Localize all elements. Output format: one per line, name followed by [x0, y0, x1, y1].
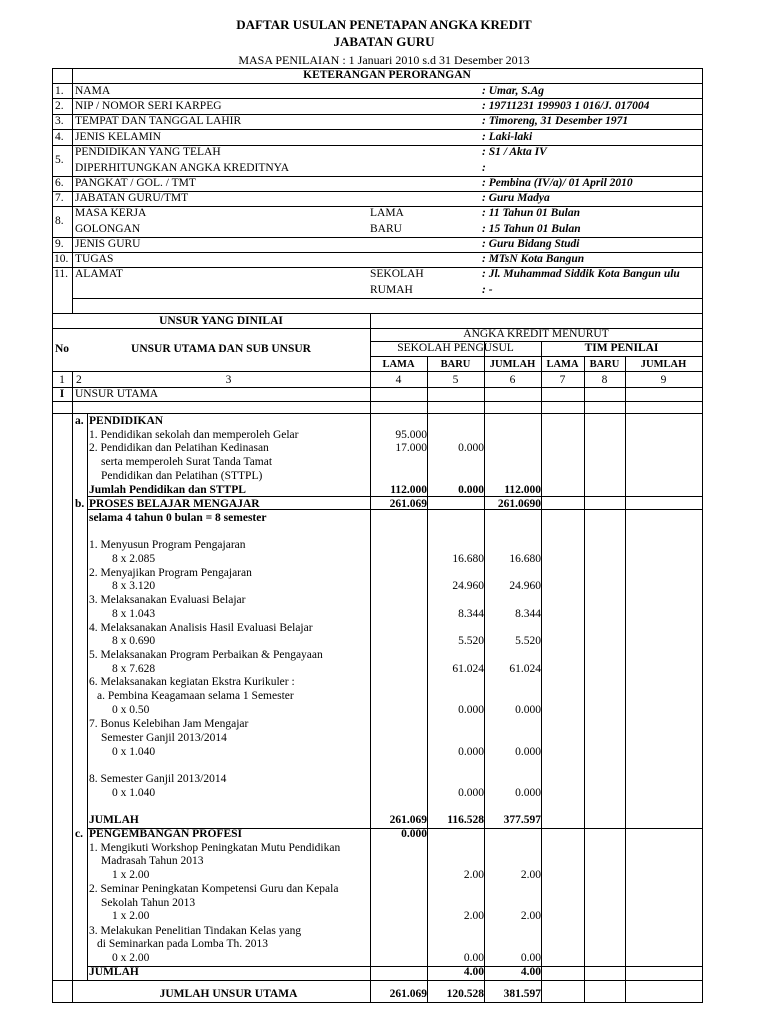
professional-item-1-sum: 2.00	[520, 869, 541, 881]
teaching-item-7a: Semester Ganjil 2013/2014	[101, 732, 227, 744]
row-9-number: 9.	[55, 238, 64, 250]
rank-label: PANGKAT / GOL. / TMT	[75, 177, 196, 189]
teaching-item-2-new: 24.960	[452, 580, 484, 592]
teaching-section-sum: 261.0690	[497, 498, 541, 510]
professional-item-3-formula: 0 x 2.00	[112, 952, 150, 964]
document-title: DAFTAR USULAN PENETAPAN ANGKA KREDIT	[236, 17, 532, 32]
professional-total-sum: 4.00	[520, 966, 541, 978]
tenure-old-value: : 11 Tahun 01 Bulan	[482, 207, 581, 219]
education-total-sum: 112.000	[504, 484, 541, 496]
education-value-2: :	[482, 162, 486, 174]
teaching-item-3: 3. Melaksanakan Evaluasi Belajar	[89, 594, 246, 606]
home-address-label: RUMAH	[370, 284, 413, 296]
professional-item-2: 2. Seminar Peningkatan Kompetensi Guru dan Kepala	[89, 883, 339, 895]
team-total-header: JUMLAH	[640, 359, 687, 370]
school-total-header: JUMLAH	[489, 359, 536, 370]
duty-label: TUGAS	[75, 253, 114, 265]
professional-item-2-formula: 1 x 2.00	[112, 910, 150, 922]
teaching-item-3-formula: 8 x 1.043	[112, 608, 156, 620]
teaching-total-old: 261.069	[389, 814, 427, 826]
row-3-number: 3.	[55, 115, 64, 127]
teaching-item-8: 8. Semester Ganjil 2013/2014	[89, 773, 227, 785]
professional-item-3: 3. Melakukan Penelitian Tindakan Kelas yang	[89, 925, 302, 937]
teaching-item-2: 2. Menyajikan Program Pengajaran	[89, 567, 252, 579]
school-address-label: SEKOLAH	[370, 268, 424, 280]
teaching-item-4-sum: 5.520	[515, 635, 541, 647]
education-label: PENDIDIKAN YANG TELAH	[75, 146, 221, 158]
school-new-header: BARU	[440, 359, 471, 370]
professional-item-2-sum: 2.00	[520, 910, 541, 922]
teaching-total-label: JUMLAH	[89, 814, 139, 826]
column-number-4: 4	[395, 374, 402, 386]
teaching-total-new: 116.528	[447, 814, 484, 826]
name-value: : Umar, S.Ag	[482, 85, 544, 97]
teacher-type-label: JENIS GURU	[75, 238, 141, 250]
school-address-value: : Jl. Muhammad Siddik Kota Bangun ulu	[482, 268, 680, 280]
education-section-title: PENDIDIKAN	[89, 415, 164, 427]
professional-item-3-new: 0.00	[463, 952, 484, 964]
teaching-item-4-new: 5.520	[458, 635, 484, 647]
row-6-number: 6.	[55, 177, 64, 189]
education-label-2: DIPERHITUNGKAN ANGKA KREDITNYA	[75, 162, 290, 174]
school-old-header: LAMA	[382, 359, 415, 370]
position-label: JABATAN GURU/TMT	[75, 192, 189, 204]
number-column-header: No	[54, 343, 70, 355]
professional-item-1-new: 2.00	[463, 869, 484, 881]
position-value: : Guru Madya	[482, 192, 550, 204]
column-number-1: 1	[59, 374, 65, 386]
professional-item-3-sum: 0.00	[520, 952, 541, 964]
tenure-new-label: BARU	[370, 223, 402, 235]
row-5-number: 5.	[55, 154, 64, 166]
document-subtitle: JABATAN GURU	[333, 34, 435, 49]
row-7-number: 7.	[55, 192, 64, 204]
professional-item-1: 1. Mengikuti Workshop Peningkatan Mutu Pendidikan	[89, 842, 341, 854]
personal-section-title: KETERANGAN PERORANGAN	[303, 69, 471, 81]
tenure-label-2: GOLONGAN	[75, 223, 141, 235]
column-number-8: 8	[601, 374, 608, 386]
education-item-1: 1. Pendidikan sekolah dan memperoleh Gelar	[89, 429, 299, 441]
teaching-item-1-formula: 8 x 2.085	[112, 553, 156, 565]
teaching-item-6-formula: 0 x 0.50	[112, 704, 150, 716]
teaching-item-7-formula: 0 x 1.040	[112, 746, 156, 758]
teaching-item-2-sum: 24.960	[509, 580, 541, 592]
assessed-elements-header: UNSUR YANG DINILAI	[159, 315, 283, 327]
column-number-3: 3	[225, 374, 232, 386]
gender-value: : Laki-laki	[482, 131, 533, 143]
name-label: NAMA	[75, 85, 111, 97]
teaching-item-7: 7. Bonus Kelebihan Jam Mengajar	[89, 718, 249, 730]
education-item-1-old: 95.000	[395, 429, 427, 441]
teaching-item-6a: a. Pembina Keagamaan selama 1 Semester	[97, 690, 294, 702]
education-item-2: 2. Pendidikan dan Pelatihan Kedinasan	[89, 442, 269, 454]
assessment-team-header: TIM PENILAI	[584, 342, 659, 354]
teaching-item-5-formula: 8 x 7.628	[112, 663, 156, 675]
teaching-item-8-formula: 0 x 1.040	[112, 787, 156, 799]
row-11-number: 11.	[54, 268, 68, 280]
column-number-6: 6	[509, 374, 516, 386]
teacher-type-value: : Guru Bidang Studi	[482, 238, 580, 250]
teaching-item-2-formula: 8 x 3.120	[112, 580, 156, 592]
assessment-period: MASA PENILAIAN : 1 Januari 2010 s.d 31 Desember 2013	[238, 53, 530, 67]
home-address-value: : -	[482, 284, 493, 296]
main-element-column-header: UNSUR UTAMA DAN SUB UNSUR	[131, 343, 311, 355]
credit-score-header: ANGKA KREDIT MENURUT	[463, 328, 609, 340]
teaching-item-8-sum: 0.000	[515, 787, 541, 799]
professional-item-2-line-2: Sekolah Tahun 2013	[101, 897, 196, 909]
team-old-header: LAMA	[546, 359, 579, 370]
tenure-label: MASA KERJA	[75, 207, 147, 219]
tenure-new-value: : 15 Tahun 01 Bulan	[482, 223, 581, 235]
teaching-item-6: 6. Melaksanakan kegiatan Ekstra Kurikuler :	[89, 676, 295, 688]
row-10-number: 10.	[54, 253, 69, 265]
teaching-item-4-formula: 8 x 0.690	[112, 635, 156, 647]
professional-item-2-new: 2.00	[463, 910, 484, 922]
teaching-item-3-sum: 8.344	[515, 608, 541, 620]
teaching-item-1-new: 16.680	[452, 553, 484, 565]
professional-total-new: 4.00	[463, 966, 484, 978]
duty-value: : MTsN Kota Bangun	[482, 253, 585, 265]
professional-item-1-formula: 1 x 2.00	[112, 869, 150, 881]
teaching-item-4: 4. Melaksanakan Analisis Hasil Evaluasi Belajar	[89, 622, 313, 634]
nip-value: : 19711231 199903 1 016/J. 017004	[482, 100, 650, 112]
education-item-2-old: 17.000	[395, 442, 427, 454]
teaching-item-5: 5. Melaksanakan Program Perbaikan & Pengayaan	[89, 649, 323, 661]
row-4-number: 4.	[55, 131, 64, 143]
main-element-total-new: 120.528	[446, 988, 484, 1000]
column-number-7: 7	[559, 374, 566, 386]
teaching-item-3-new: 8.344	[458, 608, 484, 620]
birth-label: TEMPAT DAN TANGGAL LAHIR	[75, 115, 242, 127]
row-8-number: 8.	[55, 215, 64, 227]
professional-total-label: JUMLAH	[89, 966, 139, 978]
tenure-old-label: LAMA	[370, 207, 404, 219]
professional-section-old: 0.000	[401, 828, 427, 840]
education-total-new: 0.000	[458, 484, 484, 496]
education-total-label: Jumlah Pendidikan dan STTPL	[89, 484, 246, 496]
professional-section-letter: c.	[75, 828, 83, 840]
birth-value: : Timoreng, 31 Desember 1971	[482, 115, 629, 127]
main-element-total-label: JUMLAH UNSUR UTAMA	[159, 988, 298, 1000]
teaching-item-5-sum: 61.024	[509, 663, 541, 675]
teaching-item-7-sum: 0.000	[515, 746, 541, 758]
main-element-title: UNSUR UTAMA	[75, 388, 159, 400]
teaching-section-old: 261.069	[389, 498, 427, 510]
main-element-total-sum: 381.597	[503, 988, 541, 1000]
proposing-school-header: SEKOLAH PENGUSUL	[397, 342, 514, 354]
teaching-item-8-new: 0.000	[458, 787, 484, 799]
education-total-old: 112.000	[390, 484, 427, 496]
education-section-letter: a.	[75, 415, 84, 427]
row-1-number: 1.	[55, 85, 64, 97]
teaching-item-1-sum: 16.680	[509, 553, 541, 565]
teaching-section-letter: b.	[75, 498, 85, 510]
education-item-2-line-2: serta memperoleh Surat Tanda Tamat	[101, 456, 273, 468]
teaching-section-title: PROSES BELAJAR MENGAJAR	[89, 498, 260, 510]
teaching-item-6-sum: 0.000	[515, 704, 541, 716]
teaching-item-5-new: 61.024	[452, 663, 484, 675]
section-i-number: I	[59, 388, 65, 400]
main-element-total-old: 261.069	[389, 988, 427, 1000]
teaching-item-7-new: 0.000	[458, 746, 484, 758]
row-2-number: 2.	[55, 100, 64, 112]
teaching-item-6-new: 0.000	[458, 704, 484, 716]
nip-label: NIP / NOMOR SERI KARPEG	[75, 100, 222, 112]
column-number-9: 9	[660, 374, 667, 386]
team-new-header: BARU	[589, 359, 620, 370]
address-label: ALAMAT	[75, 268, 123, 280]
teaching-period-note: selama 4 tahun 0 bulan = 8 semester	[89, 512, 267, 524]
professional-item-3-line-2: di Seminarkan pada Lomba Th. 2013	[97, 938, 268, 950]
education-value: : S1 / Akta IV	[482, 146, 547, 158]
gender-label: JENIS KELAMIN	[75, 131, 161, 143]
teaching-item-1: 1. Menyusun Program Pengajaran	[89, 539, 246, 551]
column-number-2: 2	[76, 374, 82, 386]
professional-item-1-line-2: Madrasah Tahun 2013	[101, 855, 204, 867]
professional-section-title: PENGEMBANGAN PROFESI	[89, 828, 243, 840]
teaching-total-sum: 377.597	[503, 814, 541, 826]
education-item-2-line-3: Pendidikan dan Pelatihan (STTPL)	[101, 470, 263, 482]
education-item-2-new: 0.000	[458, 442, 484, 454]
column-number-5: 5	[452, 374, 459, 386]
rank-value: : Pembina (IV/a)/ 01 April 2010	[482, 177, 633, 189]
